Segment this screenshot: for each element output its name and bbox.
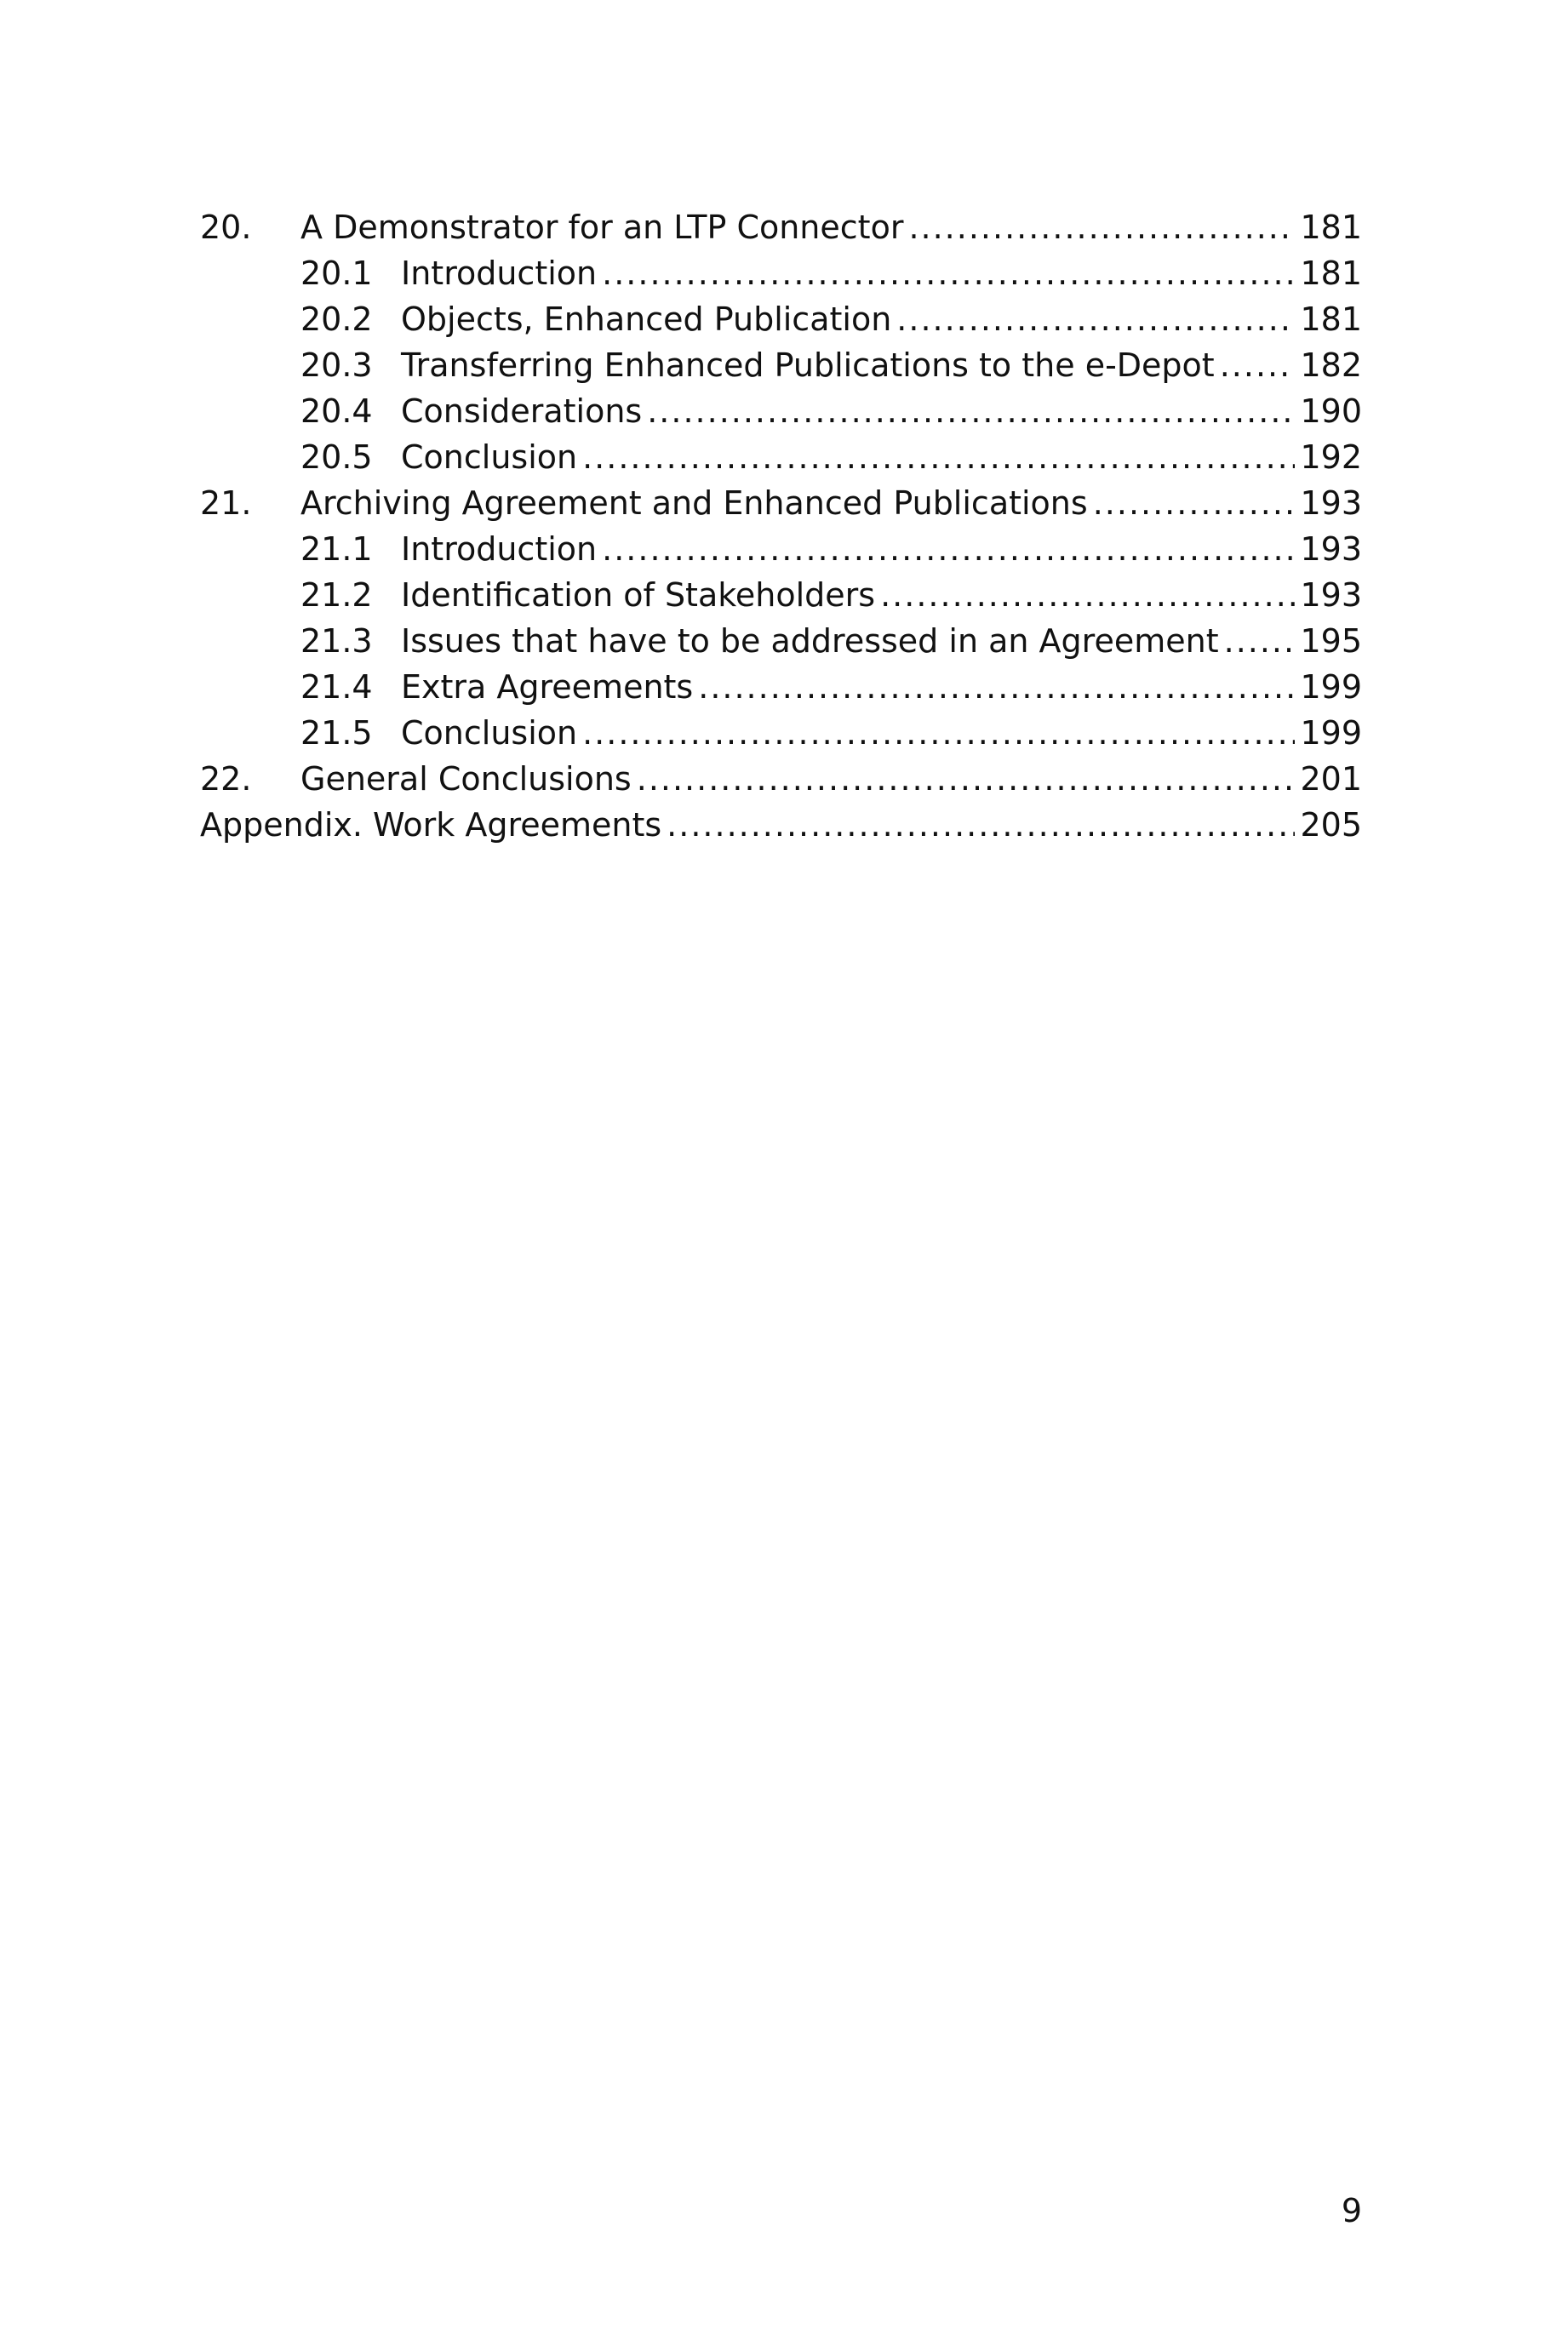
dot-leader (1220, 342, 1296, 388)
toc-entry-title: General Conclusions (300, 760, 632, 798)
toc-entry-title: Introduction (401, 255, 598, 292)
dot-leader (908, 204, 1295, 250)
table-of-contents (200, 204, 1362, 848)
dot-leader (698, 664, 1295, 710)
dot-leader (582, 434, 1295, 480)
toc-entry-title: Identification of Stakeholders (401, 576, 876, 614)
dot-leader (602, 250, 1295, 296)
dot-leader (602, 526, 1295, 572)
toc-entry-page: 201 (1300, 760, 1362, 798)
toc-entry-page: 181 (1300, 300, 1362, 338)
toc-entry[interactable] (200, 342, 1362, 388)
dot-leader (880, 572, 1295, 618)
dot-leader (1093, 480, 1296, 526)
dot-leader (896, 296, 1295, 342)
toc-entry[interactable] (200, 250, 1362, 296)
toc-entry-title: Appendix. Work Agreements (200, 806, 662, 844)
toc-entry-page: 199 (1300, 668, 1362, 706)
toc-entry-number: 21.1 (300, 530, 373, 568)
toc-entry-number: 21.4 (300, 668, 373, 706)
toc-entry-title: Considerations (401, 392, 643, 430)
toc-entry[interactable] (200, 802, 1362, 848)
toc-entry-title: Objects, Enhanced Publication (401, 300, 892, 338)
toc-entry[interactable] (200, 618, 1362, 664)
toc-entry-number: 20.4 (300, 392, 373, 430)
toc-entry-title: Conclusion (401, 438, 578, 476)
toc-entry-page: 199 (1300, 714, 1362, 752)
toc-entry-page: 193 (1300, 484, 1362, 522)
toc-entry-page: 192 (1300, 438, 1362, 476)
toc-entry-number: 21.5 (300, 714, 373, 752)
toc-entry-page: 205 (1300, 806, 1362, 844)
dot-leader (637, 756, 1296, 802)
toc-entry[interactable] (200, 296, 1362, 342)
toc-entry-number: 20.2 (300, 300, 373, 338)
toc-entry[interactable] (200, 664, 1362, 710)
toc-entry[interactable] (200, 480, 1362, 526)
toc-entry-page: 182 (1300, 346, 1362, 384)
toc-entry[interactable] (200, 710, 1362, 756)
toc-entry-title: Issues that have to be addressed in an Agreement (401, 622, 1219, 660)
toc-entry-title: Archiving Agreement and Enhanced Publications (300, 484, 1088, 522)
toc-entry-number: 20.5 (300, 438, 373, 476)
toc-entry-page: 193 (1300, 530, 1362, 568)
toc-entry-title: Conclusion (401, 714, 578, 752)
toc-entry-title: A Demonstrator for an LTP Connector (300, 209, 904, 246)
toc-entry-title: Transferring Enhanced Publications to the e-Depot (401, 346, 1215, 384)
toc-entry[interactable] (200, 434, 1362, 480)
page-number: 9 (1341, 2192, 1362, 2229)
toc-entry-page: 181 (1300, 255, 1362, 292)
toc-entry-page: 195 (1300, 622, 1362, 660)
dot-leader (647, 388, 1295, 434)
toc-entry[interactable] (200, 756, 1362, 802)
toc-entry-title: Introduction (401, 530, 598, 568)
toc-entry-number: 22. (200, 760, 252, 798)
toc-entry[interactable] (200, 388, 1362, 434)
toc-entry-number: 20.1 (300, 255, 373, 292)
toc-entry-number: 21.2 (300, 576, 373, 614)
toc-entry-page: 193 (1300, 576, 1362, 614)
dot-leader (582, 710, 1295, 756)
toc-entry[interactable] (200, 572, 1362, 618)
toc-entry-title: Extra Agreements (401, 668, 694, 706)
dot-leader (1224, 618, 1296, 664)
toc-entry-page: 190 (1300, 392, 1362, 430)
toc-entry-page: 181 (1300, 209, 1362, 246)
toc-entry-number: 21. (200, 484, 252, 522)
toc-entry[interactable] (200, 204, 1362, 250)
toc-entry-number: 20.3 (300, 346, 373, 384)
toc-entry-number: 20. (200, 209, 252, 246)
toc-entry-number: 21.3 (300, 622, 373, 660)
dot-leader (667, 802, 1295, 848)
toc-entry[interactable] (200, 526, 1362, 572)
